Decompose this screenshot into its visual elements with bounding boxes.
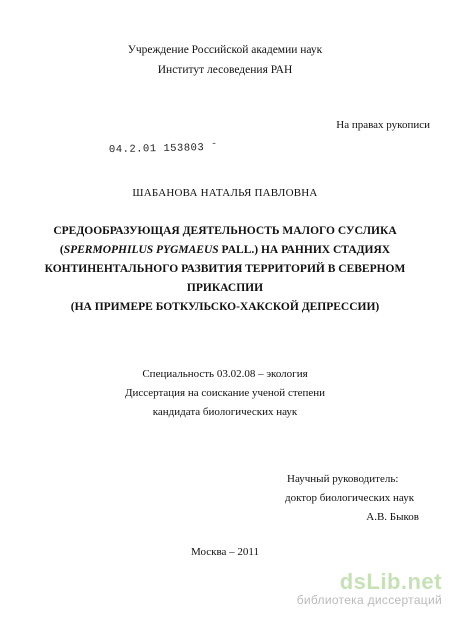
- manuscript-rights-note: На правах рукописи: [336, 119, 430, 131]
- library-stamp: 04.2.01 153803 ˉ: [108, 141, 218, 157]
- specialty-code: Специальность 03.02.08 – экология: [142, 368, 308, 380]
- degree-name: кандидата биологических наук: [152, 406, 298, 418]
- specialty-block: [0, 365, 450, 422]
- watermark-logo: [297, 571, 442, 607]
- species-name: SPERMOPHILUS PYGMAEUS: [63, 244, 219, 256]
- title-line-4: ПРИКАСПИИ: [186, 282, 264, 294]
- supervisor-block: [285, 470, 425, 527]
- institute-name: Институт лесоведения РАН: [157, 64, 293, 76]
- supervisor-label: Научный руководитель:: [287, 473, 399, 485]
- supervisor-degree: доктор биологических наук: [285, 492, 415, 504]
- institution-name: Учреждение Российской академии наук: [127, 44, 323, 56]
- supervisor-name: А.В. Быков: [366, 511, 419, 523]
- title-line-5: (НА ПРИМЕРЕ БОТКУЛЬСКО-ХАКСКОЙ ДЕПРЕССИИ): [70, 301, 380, 313]
- author-name: ШАБАНОВА НАТАЛЬЯ ПАВЛОВНА: [132, 187, 318, 199]
- dissertation-title: [0, 222, 450, 317]
- title-line-3: КОНТИНЕНТАЛЬНОГО РАЗВИТИЯ ТЕРРИТОРИЙ В СЕВЕРНОМ: [44, 263, 406, 275]
- title-line-2: (SPERMOPHILUS PYGMAEUS PALL.) НА РАННИХ СТАДИЯХ: [59, 244, 391, 256]
- watermark-tagline: библиотека диссертаций: [296, 593, 442, 607]
- degree-purpose: Диссертация на соискание ученой степени: [124, 387, 326, 399]
- title-line-1: СРЕДООБРАЗУЮЩАЯ ДЕЯТЕЛЬНОСТЬ МАЛОГО СУСЛИКА: [53, 225, 397, 237]
- watermark-site-name: dsLib.net: [339, 569, 442, 594]
- city-year: Москва – 2011: [190, 546, 260, 558]
